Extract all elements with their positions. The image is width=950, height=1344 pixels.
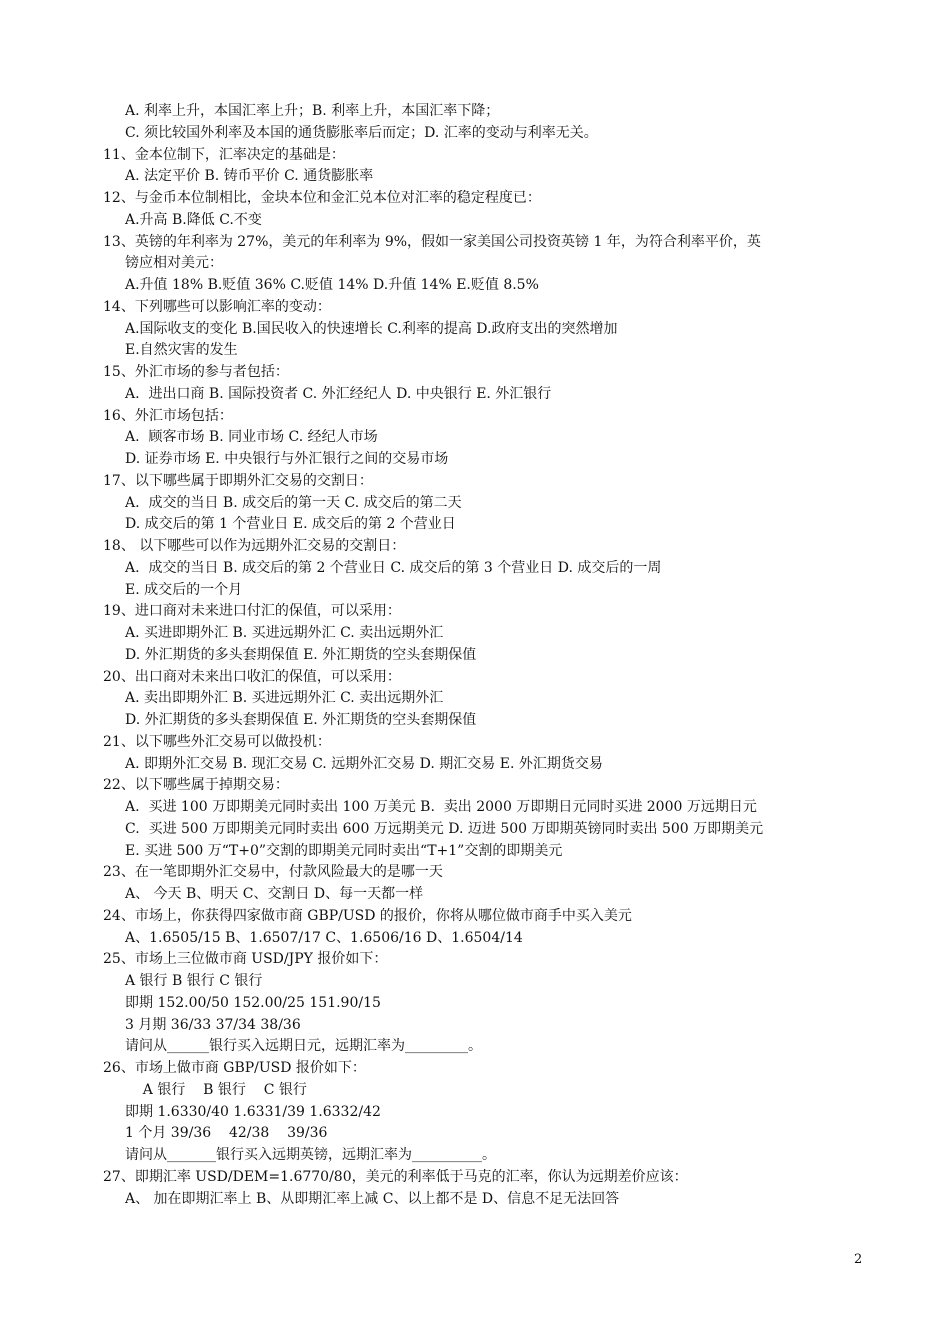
option-line: 即期 1.6330/40 1.6331/39 1.6332/42 [125, 1103, 381, 1120]
option-line: A. 顾客市场 B. 同业市场 C. 经纪人市场 [125, 429, 378, 446]
question-line: 26、市场上做市商 GBP/USD 报价如下： [103, 1060, 366, 1076]
question-line: 13、英镑的年利率为 27%，美元的年利率为 9%，假如一家美国公司投资英镑 1 年，为符合利率平价，英 [103, 233, 761, 250]
option-line: 3 月期 36/33 37/34 38/36 [125, 1016, 301, 1033]
question-line: 23、在一笔即期外汇交易中，付款风险最大的是哪一天 [103, 864, 443, 881]
option-line: A.升值 18% B.贬值 36% C.贬值 14% D.升值 14% E.贬值 8.5% [125, 277, 539, 293]
question-line: 18、 以下哪些可以作为远期外汇交易的交割日： [103, 538, 406, 554]
question-line: 22、以下哪些属于掉期交易： [103, 777, 289, 794]
option-line: A.国际收支的变化 B.国民收入的快速增长 C.利率的提高 D.政府支出的突然增加 [125, 320, 618, 337]
option-line: D. 外汇期货的多头套期保值 E. 外汇期货的空头套期保值 [125, 646, 477, 663]
option-line: A. 卖出即期外汇 B. 买进远期外汇 C. 卖出远期外汇 [125, 690, 444, 707]
option-line: C. 须比较国外利率及本国的通货膨胀率后而定；D. 汇率的变动与利率无关。 [125, 124, 598, 141]
question-line: 15、外汇市场的参与者包括： [103, 364, 289, 380]
question-line: 16、外汇市场包括： [103, 407, 233, 424]
option-line: A. 法定平价 B. 铸币平价 C. 通货膨胀率 [125, 168, 374, 185]
option-line: A. 成交的当日 B. 成交后的第 2 个营业日 C. 成交后的第 3 个营业日 D. 成交后的一周 [125, 559, 662, 576]
question-line: 14、下列哪些可以影响汇率的变动： [103, 298, 331, 315]
option-line: A、 今天 B、明天 C、交割日 D、每一天都一样 [125, 886, 424, 902]
question-line: 17、以下哪些属于即期外汇交易的交割日： [103, 472, 373, 489]
page-number: 2 [854, 1252, 863, 1267]
option-line: E. 买进 500 万“T+0”交割的即期美元同时卖出“T+1”交割的即期美元 [125, 842, 563, 859]
option-line: A 银行 B 银行 C 银行 [125, 1081, 307, 1098]
option-line: A、1.6505/15 B、1.6507/17 C、1.6506/16 D、1.6504/14 [125, 929, 523, 946]
option-line: A. 成交的当日 B. 成交后的第一天 C. 成交后的第二天 [125, 494, 462, 511]
question-line: 25、市场上三位做市商 USD/JPY 报价如下： [103, 951, 388, 968]
question-line: 27、即期汇率 USD/DEM=1.6770/80，美元的利率低于马克的汇率，你认为远期差价应该： [103, 1168, 688, 1185]
option-line: C. 买进 500 万即期美元同时卖出 600 万远期美元 D. 迈进 500 万即期英镑同时卖出 500 万即期美元 [125, 820, 764, 837]
option-line: 请问从______银行买入远期日元，远期汇率为_________。 [125, 1038, 482, 1055]
question-line: 11、金本位制下，汇率决定的基础是： [103, 146, 345, 163]
option-line: A.升高 B.降低 C.不变 [125, 211, 262, 228]
option-line: A. 利率上升，本国汇率上升；B. 利率上升，本国汇率下降； [125, 103, 500, 119]
option-line: A. 买进即期外汇 B. 买进远期外汇 C. 卖出远期外汇 [125, 625, 444, 641]
option-line: 请问从_______银行买入远期英镑，远期汇率为__________。 [125, 1147, 496, 1163]
question-line: 12、与金币本位制相比，金块本位和金汇兑本位对汇率的稳定程度已： [103, 190, 541, 206]
option-line: A. 买进 100 万即期美元同时卖出 100 万美元 B. 卖出 2000 万即期日元同时买进 2000 万远期日元 [125, 799, 757, 815]
question-line: 20、出口商对未来出口收汇的保值，可以采用： [103, 668, 401, 685]
question-line: 21、以下哪些外汇交易可以做投机： [103, 733, 331, 750]
option-line: E.自然灾害的发生 [125, 342, 238, 359]
question-line: 24、市场上，你获得四家做市商 GBP/USD 的报价，你将从哪位做市商手中买入美元 [103, 907, 632, 924]
option-line: A、 加在即期汇率上 B、从即期汇率上减 C、以上都不是 D、信息不足无法回答 [125, 1190, 620, 1207]
option-line: A. 即期外汇交易 B. 现汇交易 C. 远期外汇交易 D. 期汇交易 E. 外汇期货交易 [125, 755, 603, 772]
option-line: A. 进出口商 B. 国际投资者 C. 外汇经纪人 D. 中央银行 E. 外汇银行 [125, 385, 552, 402]
question-line: 19、进口商对未来进口付汇的保值，可以采用： [103, 603, 401, 620]
option-line: 即期 152.00/50 152.00/25 151.90/15 [125, 994, 381, 1011]
option-line: D. 成交后的第 1 个营业日 E. 成交后的第 2 个营业日 [125, 516, 456, 533]
option-line: A 银行 B 银行 C 银行 [125, 973, 263, 989]
option-line: D. 外汇期货的多头套期保值 E. 外汇期货的空头套期保值 [125, 712, 477, 728]
option-line: E. 成交后的一个月 [125, 581, 243, 598]
option-line: 镑应相对美元： [125, 255, 223, 272]
option-line: 1 个月 39/36 42/38 39/36 [125, 1125, 328, 1142]
option-line: D. 证券市场 E. 中央银行与外汇银行之间的交易市场 [125, 451, 449, 467]
